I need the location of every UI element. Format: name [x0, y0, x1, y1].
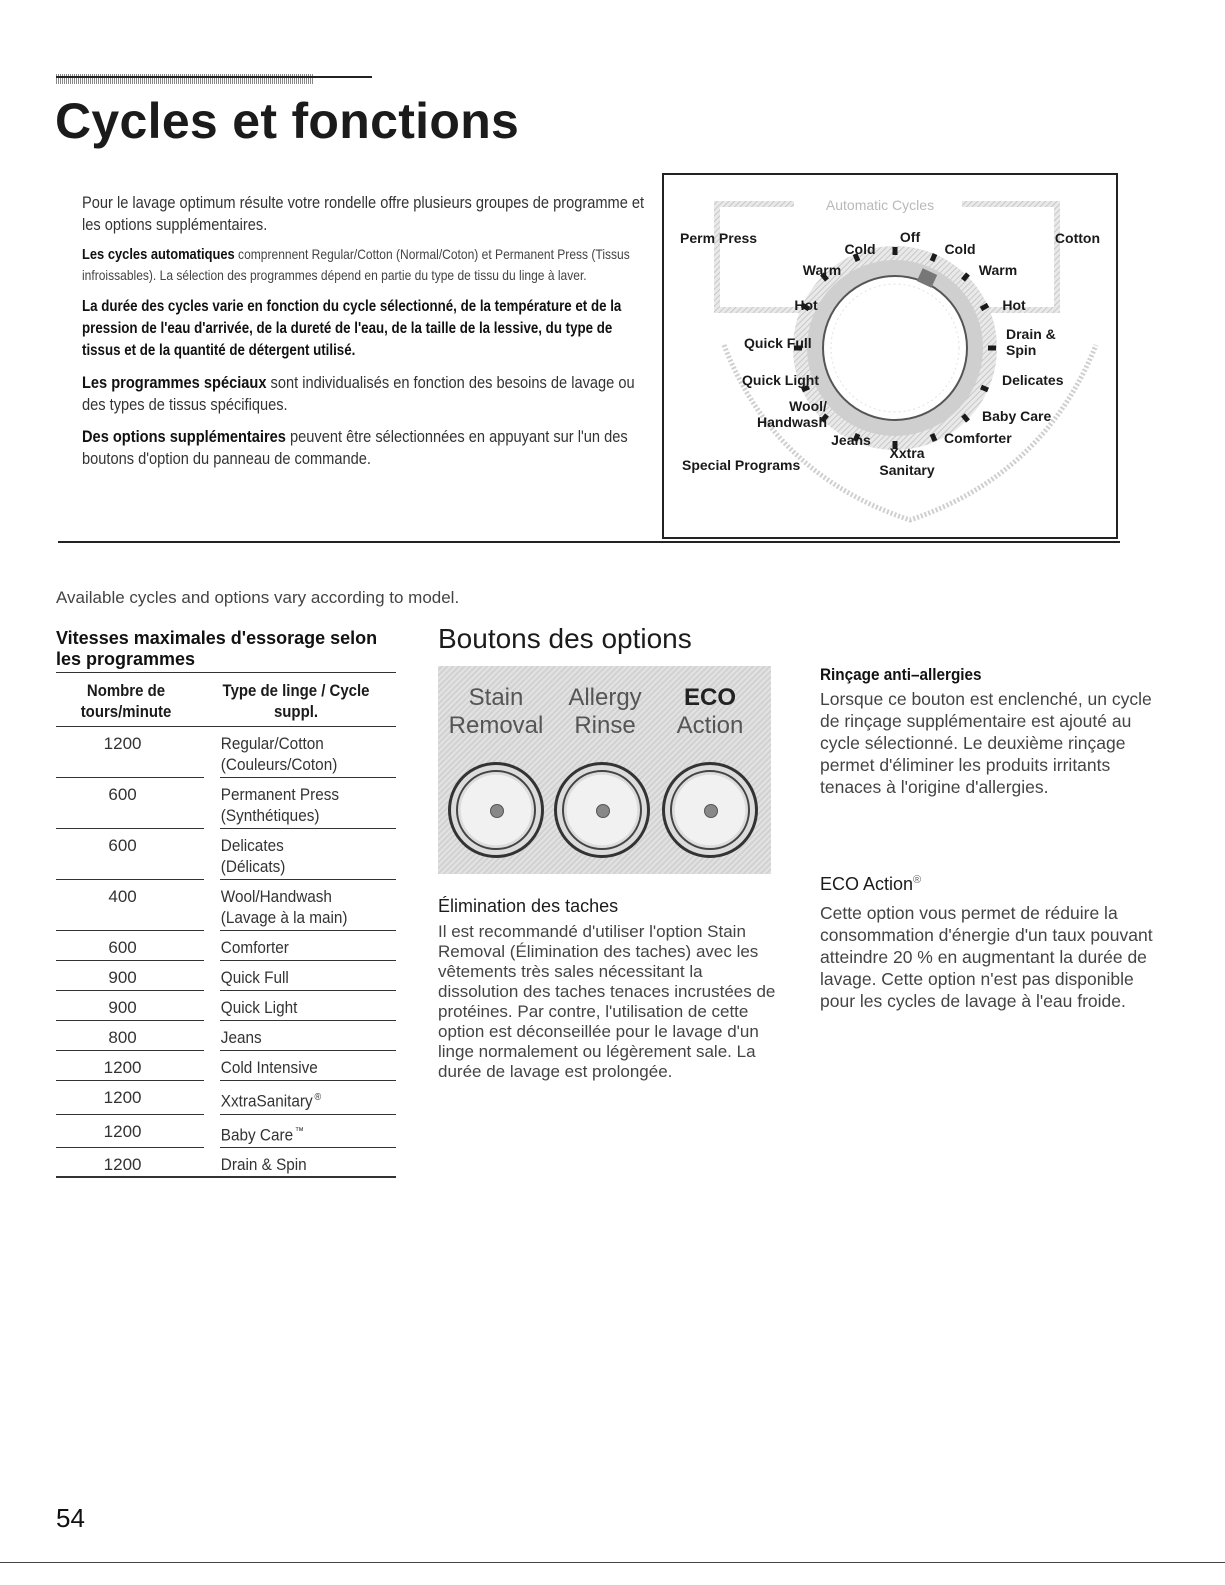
- stain-removal-label: [446, 684, 546, 740]
- intro-paragraph-4: [82, 372, 650, 416]
- eco-action-heading: [820, 874, 921, 895]
- column-header-rpm: Nombre de tours/minute: [80, 681, 172, 721]
- bracket-left-top: [714, 201, 794, 207]
- table-row: [56, 931, 396, 961]
- stain-label-line-1: Stain: [468, 684, 524, 711]
- section-divider: [58, 541, 1120, 543]
- rpm-cell: 400: [108, 887, 137, 906]
- table-row: [56, 829, 396, 880]
- cycle-cell: [219, 1057, 378, 1078]
- dial-label-handwash: Handwash: [756, 414, 828, 430]
- extra-options-text: peuvent être sélectionnées en appuyant sur l'un des boutons d'option du panneau de commande.: [82, 427, 628, 468]
- dial-label-delicates: Delicates: [1002, 372, 1064, 388]
- dial-label-hot-left: Hot: [794, 297, 818, 313]
- cycle-cell: [219, 1121, 378, 1146]
- cycle-name: [221, 1087, 378, 1112]
- cycle-cell: [219, 886, 378, 928]
- cycle-cell: [219, 1087, 378, 1112]
- allergy-rinse-label: [555, 684, 655, 740]
- table-row: [56, 1021, 396, 1051]
- rpm-cell: 600: [108, 785, 137, 804]
- cycle-name: Comforter: [220, 938, 289, 957]
- table-row: [56, 1051, 396, 1081]
- bracket-right-side: [1054, 201, 1060, 313]
- button-indicator-icon: [596, 804, 610, 818]
- cycle-name: Jeans: [220, 1028, 262, 1047]
- special-programs-text: sont individualisés en fonction des besoins de lavage ou des types de tissus spécifiques.: [82, 373, 635, 414]
- table-row: [56, 880, 396, 931]
- cycle-cell: [219, 967, 378, 988]
- intro-paragraph-2: [82, 244, 650, 286]
- cycle-name: Cold Intensive: [220, 1058, 318, 1077]
- rpm-cell: 900: [108, 968, 137, 987]
- stain-removal-heading: Élimination des taches: [438, 896, 619, 916]
- dial-label-special-programs: Special Programs: [682, 457, 801, 473]
- stain-removal-text: Il est recommandé d'utiliser l'option Stain Removal (Élimination des taches) avec les vêtements très sales nécessitant la dissolution des taches tenaces incrustées de protéines. Par contre, l'utilisation de cette option est déconseillée pour le lavage d'un linge normalement ou légèrement sale. La durée de lavage est prolongée.: [438, 922, 776, 1081]
- dial-label-warm-left: Warm: [802, 262, 842, 278]
- trademark-mark: ™: [295, 1125, 305, 1137]
- special-programs-lead: Les programmes spéciaux: [82, 373, 267, 392]
- allergy-rinse-text: Lorsque ce bouton est enclenché, un cycle de rinçage supplémentaire est ajouté au cycle sélectionné. Le deuxième rinçage permet d'éliminer les produits irritants tenaces à l'origine d'allergies.: [820, 689, 1152, 797]
- cycle-cell: [219, 835, 378, 877]
- page-number: 54: [56, 1503, 85, 1533]
- cycle-dial-svg: [664, 175, 1116, 537]
- intro-paragraph-5: [82, 426, 650, 470]
- option-buttons-panel: [438, 666, 771, 874]
- eco-action-text: Cette option vous permet de réduire la consommation d'énergie d'un taux pouvant atteindre 20 % en augmentant la durée de lavage. Cette option n'est pas disponible pour les cycles de lavage à l'eau froide.: [820, 903, 1153, 1011]
- dial-label-drain-2: Spin: [1006, 342, 1037, 358]
- allergy-label-line-2: Rinse: [574, 712, 636, 739]
- stain-label-line-2: Removal: [448, 712, 544, 739]
- table-row: [56, 1081, 396, 1115]
- dial-label-sanitary: Sanitary: [879, 462, 935, 478]
- table-row: [56, 1148, 396, 1178]
- table-header: [56, 680, 396, 727]
- cycle-cell: [219, 1154, 378, 1175]
- dial-label-baby-care: Baby Care: [982, 408, 1052, 424]
- spin-speed-table: [56, 680, 396, 1178]
- cycle-name-text: XxtraSanitary: [220, 1091, 313, 1111]
- dial-label-quick-full: Quick Full: [744, 335, 812, 351]
- bracket-left-side: [714, 201, 720, 313]
- cycle-name: Drain & Spin: [220, 1155, 307, 1175]
- table-row: [56, 727, 396, 778]
- cycle-subtitle: (Délicats): [220, 857, 286, 876]
- rpm-cell: 1200: [103, 1121, 142, 1141]
- column-header-cycle: Type de linge / Cycle suppl.: [222, 681, 370, 721]
- dial-label-jeans: Jeans: [831, 432, 871, 448]
- stain-removal-button[interactable]: [448, 762, 544, 858]
- eco-action-button[interactable]: [662, 762, 758, 858]
- dial-label-cold-right: Cold: [944, 241, 976, 257]
- dial-label-quick-light: Quick Light: [742, 372, 819, 388]
- cycle-name: Permanent Press: [220, 785, 340, 804]
- cycle-name: Wool/Handwash: [220, 887, 333, 906]
- table-row: [56, 778, 396, 829]
- dial-label-cotton: Cotton: [1054, 230, 1100, 246]
- button-indicator-icon: [490, 804, 504, 818]
- allergy-label-line-1: Allergy: [568, 684, 642, 711]
- availability-note: Available cycles and options vary according to model.: [56, 588, 460, 607]
- cycle-dial-figure: [662, 173, 1118, 539]
- cycle-name: [221, 1121, 378, 1146]
- dial-label-cold-left: Cold: [844, 241, 876, 257]
- eco-action-label: [660, 684, 760, 740]
- dial-label-perm-press: Perm Press: [680, 230, 758, 246]
- allergy-rinse-heading: Rinçage anti–allergies: [820, 665, 982, 684]
- automatic-cycles-lead: Les cycles automatiques: [82, 246, 235, 263]
- dial-label-comforter: Comforter: [944, 430, 1012, 446]
- dial-label-wool: Wool/: [789, 398, 827, 414]
- cycle-name: Delicates: [220, 836, 284, 855]
- page-title: Cycles et fonctions: [55, 93, 520, 149]
- automatic-cycles-label: Automatic Cycles: [825, 197, 935, 213]
- cycle-cell: [219, 1027, 378, 1048]
- dial-label-off: Off: [899, 229, 921, 245]
- table-row: [56, 961, 396, 991]
- spin-table-title: Vitesses maximales d'essorage selon les programmes: [56, 628, 378, 669]
- automatic-cycles-text: comprennent Regular/Cotton (Normal/Coton) et Permanent Press (Tissus infroissables). La sélection des programmes dépend en partie du type de tissu du linge à laver.: [82, 246, 630, 283]
- bracket-right-top: [962, 201, 1060, 207]
- table-row: [56, 1115, 396, 1149]
- page-bottom-rule: [0, 1562, 1225, 1563]
- registered-mark: ®: [913, 874, 922, 886]
- extra-options-lead: Des options supplémentaires: [82, 427, 286, 446]
- rpm-cell: 600: [108, 836, 137, 855]
- table-row: [56, 991, 396, 1021]
- dial-label-warm-right: Warm: [978, 262, 1018, 278]
- cycle-subtitle: (Lavage à la main): [220, 908, 348, 927]
- eco-label-line-1: ECO: [683, 684, 736, 711]
- cycle-name: Quick Full: [220, 968, 289, 987]
- options-title: Boutons des options: [438, 623, 692, 654]
- rpm-cell: 800: [108, 1028, 137, 1047]
- button-indicator-icon: [704, 804, 718, 818]
- cycle-subtitle: (Synthétiques): [220, 806, 320, 825]
- eco-label-line-2: Action: [676, 712, 744, 739]
- cycle-cell: [219, 784, 378, 826]
- rpm-cell: 600: [108, 938, 137, 957]
- cycle-cell: [219, 937, 378, 958]
- rpm-cell: 1200: [103, 1088, 142, 1107]
- cycle-cell: [219, 997, 378, 1018]
- cycle-name: Quick Light: [220, 998, 298, 1017]
- allergy-rinse-button[interactable]: [554, 762, 650, 858]
- header-rule: [56, 76, 372, 78]
- rpm-cell: 1200: [103, 1058, 142, 1077]
- rpm-cell: 1200: [103, 734, 142, 753]
- rpm-cell: 900: [108, 998, 137, 1017]
- dial-label-hot-right: Hot: [1002, 297, 1026, 313]
- cycle-name-text: Baby Care: [220, 1125, 294, 1145]
- registered-mark: ®: [314, 1092, 322, 1103]
- eco-heading-text: ECO Action: [820, 874, 914, 894]
- rpm-cell: 1200: [103, 1155, 142, 1175]
- cycle-subtitle: (Couleurs/Coton): [220, 755, 338, 774]
- dial-label-drain-1: Drain &: [1006, 326, 1056, 342]
- intro-paragraph-1: Pour le lavage optimum résulte votre rondelle offre plusieurs groupes de programme et les options supplémentaires.: [82, 193, 645, 234]
- intro-section: [82, 192, 645, 470]
- spin-table-title-rule: [56, 672, 396, 673]
- intro-paragraph-3: La durée des cycles varie en fonction du cycle sélectionné, de la température et de la pression de l'eau d'arrivée, de la dureté de l'eau, de la taille de la lessive, du type de tissus et de la quantité de détergent utilisé.: [82, 298, 622, 359]
- cycle-cell: [219, 733, 378, 775]
- dial-label-xxtra: Xxtra: [889, 445, 925, 461]
- dial-face: [823, 276, 967, 420]
- cycle-name: Regular/Cotton: [220, 734, 324, 753]
